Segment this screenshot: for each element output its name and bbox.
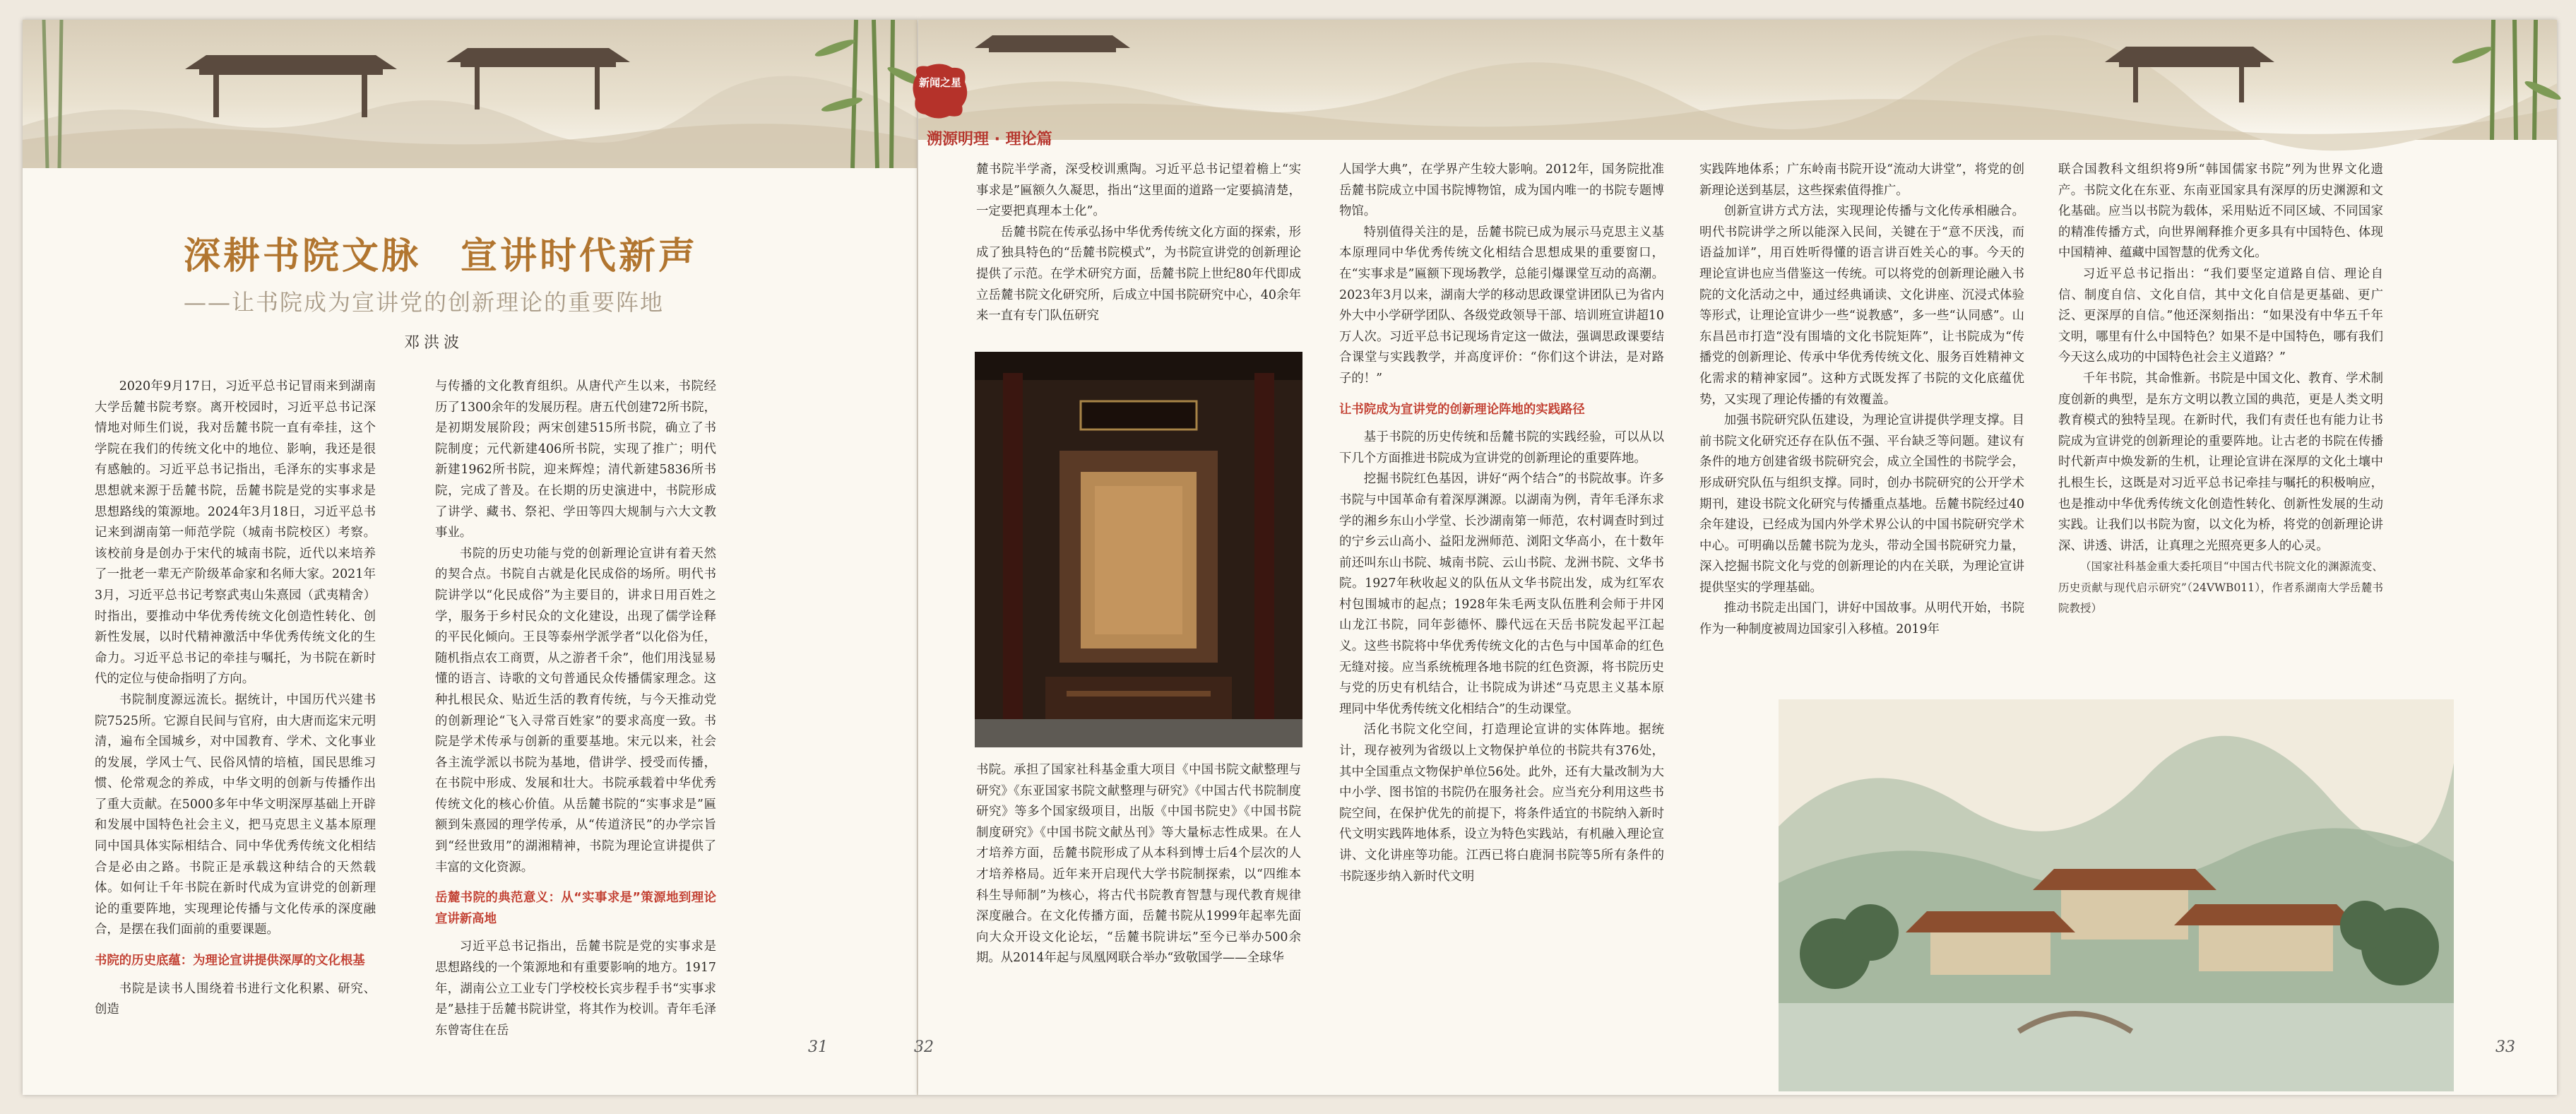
page-number-33: 33	[2495, 1038, 2515, 1056]
column-tag: 溯源明理 · 理论篇	[927, 131, 1052, 148]
left-page	[23, 20, 918, 1095]
paragraph: 习近平总书记指出，岳麓书院是党的实事求是思想路线的一个策源地和有重要影响的地方。1917年，湖南公立工业专门学校校长宾步程手书“实事求是”悬挂于岳麓书院讲堂，将其作为校训。青年毛泽东曾寄住在岳	[435, 940, 716, 1038]
academy-painting	[1779, 699, 2454, 1091]
pavilion-painting-icon	[23, 20, 918, 168]
paragraph: 书院制度源远流长。据统计，中国历代兴建书院7525所。它源自民间与官府，由大唐而迄宋元明清，遍布全国城乡，对中国教育、学术、文化事业的发展，学风士气、民俗风情的培植，国民思维习惯、伦常观念的养成，中华文明的创新与传播作出了重大贡献。在5000多年中华文明深厚基础上开辟和发展中国特色社会主义，把马克思主义基本原理同中国具体实际相结合、同中华优秀传统文化相结合是必由之路。书院正是承载这种结合的天然载体。如何让千年书院在新时代成为宣讲党的创新理论的重要阵地，实现理论传播与文化传承的深度融合，是摆在我们面前的重要课题。	[95, 692, 376, 937]
landscape-painting-icon	[918, 20, 2557, 140]
column-seal-text: 新闻之星	[918, 76, 961, 89]
section-heading: 让书院成为宣讲党的创新理论阵地的实践路径	[1339, 402, 1585, 417]
footnote: （国家社科基金重大委托项目“中国古代书院文化的渊源流变、历史贡献与现代启示研究”（24VWB011），作者系湖南大学岳麓书院教授）	[2058, 560, 2383, 615]
paragraph: 联合国教科文组织将9所“韩国儒家书院”列为世界文化遗产。书院文化在东亚、东南亚国家具有深厚的历史渊源和文化基础。应当以书院为载体，采用贴近不同区域、不同国家的精准传播方式，向世界阐释推介更多具有中国特色、体现中国精神、蕴藏中国智慧的优秀文化。	[2058, 162, 2383, 261]
paragraph: 千年书院，其命惟新。书院是中国文化、教育、学术制度创新的典型，是东方文明以教立国的典范，更是人类文明教育模式的独特呈现。在新时代，我们有责任也有能力让书院成为宣讲党的创新理论的重要阵地。让古老的书院在传播时代新声中焕发新的生机，让理论宣讲在深厚的文化土壤中扎根生长，这既是对习近平总书记牵挂与嘱托的积极响应，也是推动中华优秀传统文化创造性转化、创新性发展的生动实践。让我们以书院为窗，以文化为桥，将党的创新理论讲深、讲透、讲活，让真理之光照亮更多人的心灵。	[2058, 371, 2383, 553]
banner-illustration	[23, 20, 918, 168]
paragraph: 活化书院文化空间，打造理论宣讲的实体阵地。据统计，现存被列为省级以上文物保护单位的书院共有376处，其中全国重点文物保护单位56处。此外，还有大量改制为大中小学、图书馆的书院仍在服务社会。应当充分利用这些书院空间，在保护优先的前提下，将条件适宜的书院纳入新时代文明实践阵地体系，设立为特色实践站，有机融入理论宣讲、文化讲座等功能。江西已将白鹿洞书院等5所有条件的书院逐步纳入新时代文明	[1339, 723, 1664, 884]
paragraph: 基于书院的历史传统和岳麓书院的实践经验，可以从以下几个方面推进书院成为宣讲党的创新理论的重要阵地。	[1339, 430, 1664, 466]
text-column-2	[435, 377, 716, 1041]
paragraph: 特别值得关注的是，岳麓书院已成为展示马克思主义基本原理同中华优秀传统文化相结合思想成果的重要窗口，在“实事求是”匾额下现场教学，总能引爆课堂互动的高潮。2023年3月以来，湖南大学的移动思政课堂讲团队已为省内外大中小学研学团队、各级党政领导干部、培训班宣讲超10万人次。习近平总书记现场肯定这一做法，强调思政课要结合课堂与实践教学，并高度评价：“你们这个讲法，是对路子的！”	[1339, 225, 1664, 386]
banner-illustration	[918, 20, 2557, 140]
text-column-6	[2058, 160, 2383, 620]
article-title: 深耕书院文脉 宣讲时代新声	[184, 235, 699, 278]
paragraph: 习近平总书记指出：“我们要坚定道路自信、理论自信、制度自信、文化自信，其中文化自信是更基础、更广泛、更深厚的自信。”他还深刻指出：“如果没有中华五千年文明，哪里有什么中国特色？如果不是中国特色，哪有我们今天这么成功的中国特色社会主义道路？”	[2058, 266, 2383, 365]
paragraph: 书院的历史功能与党的创新理论宣讲有着天然的契合点。书院自古就是化民成俗的场所。明代书院讲学以“化民成俗”为主要目的，讲求日用百姓之学，服务于乡村民众的文化建设，出现了儒学诠释的平民化倾向。王艮等泰州学派学者“以化俗为任，随机指点农工商贾，从之游者千余”，他们用浅显易懂的语言、诗歌的文句普通民众传播儒家理念。这种扎根民众、贴近生活的教育传统，与今天推动党的创新理论“飞入寻常百姓家”的要求高度一致。书院是学术传承与创新的重要基地。宋元以来，社会各主流学派以书院为基地，借讲学、授受而传播，在书院中形成、发展和壮大。书院承载着中华优秀传统文化的核心价值。从岳麓书院的“实事求是”匾额到朱熹园的理学传承，从“传道济民”的办学宗旨到“经世致用”的湖湘精神，书院为理论宣讲提供了丰富的文化资源。	[435, 546, 716, 875]
paragraph: 书院是读书人围绕着书进行文化积累、研究、创造	[95, 981, 376, 1017]
paragraph: 实践阵地体系；广东岭南书院开设“流动大讲堂”，将党的创新理论送到基层，这些探索值得推广。	[1699, 162, 2024, 198]
section-heading: 书院的历史底蕴：为理论宣讲提供深厚的文化根基	[95, 954, 365, 968]
paragraph: 创新宣讲方式方法，实现理论传播与文化传承相融合。明代书院讲学之所以能深入民间，关键在于“意不厌浅，而语益加详”，用百姓听得懂的语言讲百姓关心的事。今天的理论宣讲也应当借鉴这一传统。可以将党的创新理论融入书院的文化活动之中，通过经典诵读、文化讲座、沉浸式体验等形式，让理论宣讲少一些“说教感”，多一些“认同感”。山东昌邑市打造“没有围墙的文化书院矩阵”，让书院成为“传播党的创新理论、传承中华优秀传统文化、服务百姓精神文化需求的精神家园”。这种方式既发挥了书院的文化底蕴优势，又实现了理论传播的有效覆盖。	[1699, 204, 2024, 407]
text-column-3-bottom	[976, 760, 1301, 969]
paragraph: 岳麓书院在传承弘扬中华优秀传统文化方面的探索，形成了独具特色的“岳麓书院模式”，为书院宣讲党的创新理论提供了示范。在学术研究方面，岳麓书院上世纪80年代即成立岳麓书院文化研究所，后成立中国书院研究中心，40余年来一直有专门队伍研究	[976, 225, 1301, 324]
article-subtitle: ——让书院成为宣讲党的创新理论的重要阵地	[184, 289, 665, 316]
text-column-3-top	[976, 160, 1301, 327]
lecture-hall-photo	[975, 352, 1302, 747]
text-column-4	[1339, 160, 1664, 887]
paragraph: 与传播的文化教育组织。从唐代产生以来，书院经历了1300余年的发展历程。唐五代创建72所书院，是初期发展阶段；两宋创建515所书院，确立了书院制度；元代新建406所书院，实现了推广；明代新建1962所书院，迎来辉煌；清代新建5836所书院，完成了普及。在长期的历史演进中，书院形成了讲学、藏书、祭祀、学田等四大规制与六大文教事业。	[435, 379, 716, 540]
section-heading: 岳麓书院的典范意义：从“实事求是”策源地到理论宣讲新高地	[435, 891, 716, 926]
paragraph: 推动书院走出国门，讲好中国故事。从明代开始，书院作为一种制度被周边国家引入移植。2019年	[1699, 601, 2024, 637]
article-author: 邓洪波	[404, 334, 464, 352]
right-page	[914, 20, 2557, 1095]
column-seal-icon	[910, 61, 971, 122]
page-number-31: 31	[808, 1038, 828, 1056]
text-column-1	[95, 377, 376, 1021]
paragraph: 挖掘书院红色基因，讲好“两个结合”的书院故事。许多书院与中国革命有着深厚渊源。以湖南为例，青年毛泽东求学的湘乡东山小学堂、长沙湖南第一师范，农村调查时到过的宁乡云山高小、益阳龙洲师范、浏阳文华高小，在十数年前还叫东山书院、城南书院、云山书院、龙洲书院、文华书院。1927年秋收起义的队伍从文华书院出发，成为红军农村包围城市的起点；1928年朱毛两支队伍胜利会师于井冈山龙江书院，同年彭德怀、滕代远在天岳书院发起平江起义。这些书院将中华优秀传统文化的古色与中国革命的红色无缝对接。应当系统梳理各地书院的红色资源，将书院历史与党的历史有机结合，让书院成为讲述“马克思主义基本原理同中华优秀传统文化相结合”的生动课堂。	[1339, 472, 1664, 716]
paragraph: 2020年9月17日，习近平总书记冒雨来到湖南大学岳麓书院考察。离开校园时，习近平总书记深情地对师生们说，我对岳麓书院一直有牵挂，这个学院在我们的传统文化中的地位、影响，我还是很有感触的。习近平总书记指出，毛泽东的实事求是思想就来源于岳麓书院，岳麓书院是党的实事求是思想路线的策源地。2024年3月18日，习近平总书记来到湖南第一师范学院（城南书院校区）考察。该校前身是创办于宋代的城南书院，近代以来培养了一批老一辈无产阶级革命家和名师大家。2021年3月，习近平总书记考察武夷山朱熹园（武夷精舍）时指出，要推动中华优秀传统文化创造性转化、创新性发展，以时代精神激活中华优秀传统文化的生命力。习近平总书记的牵挂与嘱托，为书院在新时代的定位与使命指明了方向。	[95, 379, 376, 687]
paragraph: 书院。承担了国家社科基金重大项目《中国书院文献整理与研究》《东亚国家书院文献整理与研究》《中国古代书院制度研究》等多个国家级项目，出版《中国书院史》《中国书院制度研究》《中国书院文献丛刊》等大量标志性成果。在人才培养方面，岳麓书院形成了从本科到博士后4个层次的人才培养格局。近年来开启现代大学书院制探索，以“四维本科生导师制”为核心，将古代书院教育智慧与现代教育规律深度融合。在文化传播方面，岳麓书院从1999年起率先面向大众开设文化论坛，“岳麓书院讲坛”至今已举办500余期。从2014年起与凤凰网联合举办“致敬国学——全球华	[976, 763, 1301, 966]
paragraph: 人国学大典”，在学界产生较大影响。2012年，国务院批准岳麓书院成立中国书院博物馆，成为国内唯一的书院专题博物馆。	[1339, 162, 1664, 219]
text-column-5-top	[1699, 160, 2024, 641]
paragraph: 麓书院半学斋，深受校训熏陶。习近平总书记望着檐上“实事求是”匾额久久凝思，指出“这里面的道路一定要搞清楚，一定要把真理本土化”。	[976, 162, 1301, 219]
page-number-32: 32	[914, 1038, 934, 1056]
paragraph: 加强书院研究队伍建设，为理论宣讲提供学理支撑。目前书院文化研究还存在队伍不强、平台缺乏等问题。建议有条件的地方创建省级书院研究会，成立全国性的书院学会，形成研究队伍与组织支撑。同时，创办书院研究的公开学术期刊，建设书院文化研究与传播重点基地。岳麓书院经过40余年建设，已经成为国内外学术界公认的中国书院研究学术中心。可明确以岳麓书院为龙头，带动全国书院研究力量，深入挖掘书院文化与党的创新理论的内在关联，为理论宣讲提供坚实的学理基础。	[1699, 413, 2024, 595]
